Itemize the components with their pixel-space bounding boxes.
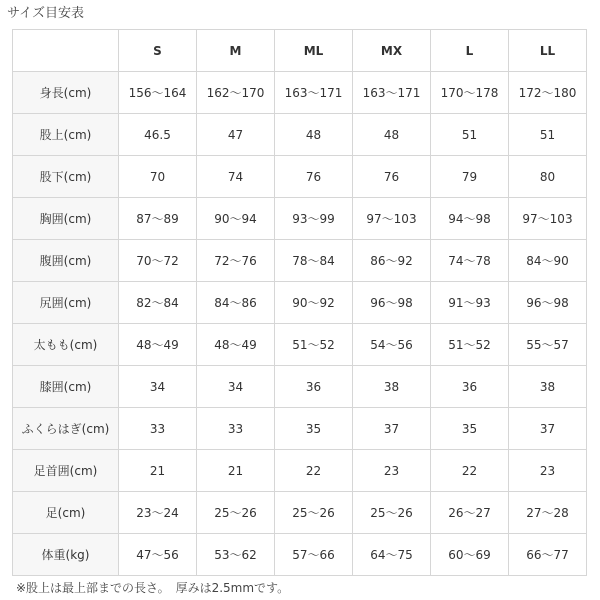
table-cell: 33	[119, 408, 197, 450]
table-row	[13, 72, 587, 114]
table-cell: 36	[275, 366, 353, 408]
row-label: 股下(cm)	[13, 156, 119, 198]
table-cell: 94〜98	[431, 198, 509, 240]
table-body	[13, 72, 587, 576]
table-row	[13, 366, 587, 408]
table-cell: 48〜49	[119, 324, 197, 366]
footnote: ※股上は最上部までの長さ。 厚みは2.5mmです。	[16, 581, 290, 595]
page-title: サイズ目安表	[7, 6, 84, 21]
table-cell: 34	[197, 366, 275, 408]
table-cell: 82〜84	[119, 282, 197, 324]
table-row	[13, 534, 587, 576]
table-row	[13, 114, 587, 156]
table-cell: 34	[119, 366, 197, 408]
table-row	[13, 156, 587, 198]
table-cell: 55〜57	[509, 324, 587, 366]
table-cell: 23	[509, 450, 587, 492]
table-row	[13, 282, 587, 324]
row-label: 足首囲(cm)	[13, 450, 119, 492]
table-cell: 72〜76	[197, 240, 275, 282]
table-cell: 79	[431, 156, 509, 198]
table-cell: 38	[509, 366, 587, 408]
table-cell: 64〜75	[353, 534, 431, 576]
table-cell: 97〜103	[509, 198, 587, 240]
table-row	[13, 492, 587, 534]
table-cell: 37	[509, 408, 587, 450]
table-cell: 48〜49	[197, 324, 275, 366]
table-cell: 90〜92	[275, 282, 353, 324]
table-cell: 22	[431, 450, 509, 492]
table-cell: 76	[275, 156, 353, 198]
table-cell: 35	[431, 408, 509, 450]
table-cell: 70〜72	[119, 240, 197, 282]
table-cell: 90〜94	[197, 198, 275, 240]
table-cell: 97〜103	[353, 198, 431, 240]
column-header-ml: ML	[275, 30, 353, 72]
header-row	[13, 30, 587, 72]
table-cell: 48	[353, 114, 431, 156]
column-header-ll: LL	[509, 30, 587, 72]
table-cell: 84〜86	[197, 282, 275, 324]
table-cell: 87〜89	[119, 198, 197, 240]
table-cell: 74〜78	[431, 240, 509, 282]
row-label: 股上(cm)	[13, 114, 119, 156]
column-header-l: L	[431, 30, 509, 72]
column-header-s: S	[119, 30, 197, 72]
table-row	[13, 198, 587, 240]
table-cell: 91〜93	[431, 282, 509, 324]
table-cell: 25〜26	[197, 492, 275, 534]
table-cell: 51〜52	[275, 324, 353, 366]
table-cell: 47〜56	[119, 534, 197, 576]
table-cell: 170〜178	[431, 72, 509, 114]
table-cell: 163〜171	[353, 72, 431, 114]
row-label: 体重(kg)	[13, 534, 119, 576]
table-cell: 70	[119, 156, 197, 198]
table-cell: 86〜92	[353, 240, 431, 282]
table-row	[13, 324, 587, 366]
table-cell: 38	[353, 366, 431, 408]
table-cell: 27〜28	[509, 492, 587, 534]
table-cell: 22	[275, 450, 353, 492]
table-cell: 74	[197, 156, 275, 198]
table-cell: 46.5	[119, 114, 197, 156]
table-cell: 172〜180	[509, 72, 587, 114]
row-label: 足(cm)	[13, 492, 119, 534]
table-cell: 57〜66	[275, 534, 353, 576]
row-label: 尻囲(cm)	[13, 282, 119, 324]
table-cell: 96〜98	[353, 282, 431, 324]
table-cell: 35	[275, 408, 353, 450]
table-cell: 66〜77	[509, 534, 587, 576]
table-cell: 36	[431, 366, 509, 408]
table-row	[13, 408, 587, 450]
table-cell: 26〜27	[431, 492, 509, 534]
column-header-m: M	[197, 30, 275, 72]
table-cell: 51	[431, 114, 509, 156]
table-cell: 25〜26	[353, 492, 431, 534]
table-cell: 48	[275, 114, 353, 156]
table-cell: 54〜56	[353, 324, 431, 366]
table-cell: 96〜98	[509, 282, 587, 324]
table-cell: 37	[353, 408, 431, 450]
table-cell: 23〜24	[119, 492, 197, 534]
table-cell: 80	[509, 156, 587, 198]
table-cell: 33	[197, 408, 275, 450]
table-cell: 156〜164	[119, 72, 197, 114]
table-cell: 51	[509, 114, 587, 156]
table-row	[13, 450, 587, 492]
row-label: 身長(cm)	[13, 72, 119, 114]
table-cell: 76	[353, 156, 431, 198]
row-label: 太もも(cm)	[13, 324, 119, 366]
table-cell: 21	[197, 450, 275, 492]
table-cell: 53〜62	[197, 534, 275, 576]
row-label: 腹囲(cm)	[13, 240, 119, 282]
table-cell: 51〜52	[431, 324, 509, 366]
table-cell: 47	[197, 114, 275, 156]
table-cell: 78〜84	[275, 240, 353, 282]
table-cell: 21	[119, 450, 197, 492]
table-cell: 93〜99	[275, 198, 353, 240]
row-label: 膝囲(cm)	[13, 366, 119, 408]
table-cell: 84〜90	[509, 240, 587, 282]
table-cell: 60〜69	[431, 534, 509, 576]
row-label: ふくらはぎ(cm)	[13, 408, 119, 450]
header-corner-cell	[13, 30, 119, 72]
table-cell: 162〜170	[197, 72, 275, 114]
table-cell: 23	[353, 450, 431, 492]
table-cell: 25〜26	[275, 492, 353, 534]
table-cell: 163〜171	[275, 72, 353, 114]
table-row	[13, 240, 587, 282]
row-label: 胸囲(cm)	[13, 198, 119, 240]
column-header-mx: MX	[353, 30, 431, 72]
size-table	[12, 29, 587, 576]
